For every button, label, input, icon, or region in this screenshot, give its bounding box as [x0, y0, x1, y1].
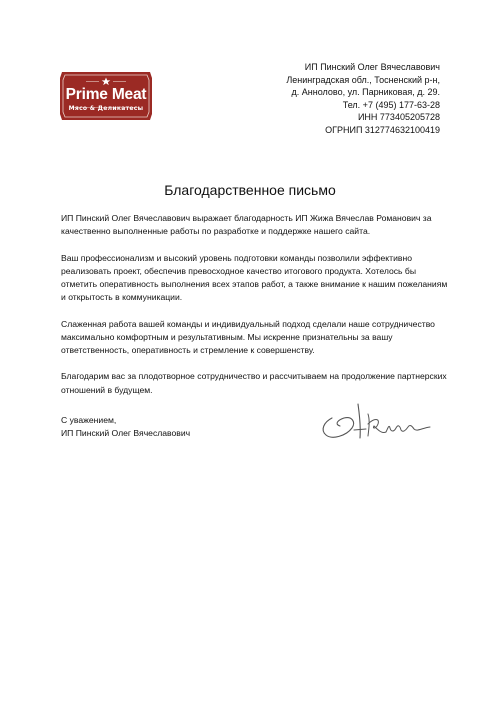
closing-regards: С уважением, [61, 415, 117, 425]
company-requisites [286, 61, 440, 137]
requisites-ogrnip: ОГРНИП 312774632100419 [325, 124, 440, 135]
paragraph-2: Ваш профессионализм и высокий уровень подготовки команды позволили эффективно реализовать проект, обеспечив превосходное качество итогового продукта. Хотелось бы отметить оперативность выполнения всех этапов работ, а также внимание к нашим пожеланиям и открытость в коммуникации. [61, 252, 448, 303]
handwritten-signature [318, 402, 434, 446]
letter-title: Благодарственное письмо [164, 182, 336, 198]
paragraph-1: ИП Пинский Олег Вячеславович выражает благодарность ИП Жижа Вячеслав Романович за качественно выполненные работы по разработке и поддержке нашего сайта. [61, 213, 432, 237]
requisites-region: Ленинградская обл., Тосненский р-н, [286, 74, 440, 85]
letter-closing [61, 414, 190, 440]
requisites-name: ИП Пинский Олег Вячеславович [304, 62, 440, 72]
closing-signer: ИП Пинский Олег Вячеславович [61, 428, 191, 439]
requisites-address: д. Аннолово, ул. Парниковая, д. 29. [291, 87, 440, 98]
paragraph-3: Слаженная работа вашей команды и индивидуальный подход сделали наше сотрудничество максимально комфортным и результативным. Мы искренне признательны за вашу ответственность, оперативность и стремление к совершенству. [61, 318, 435, 355]
paragraph-4: Благодарим вас за плодотворное сотрудничество и рассчитываем на продолжение партнерских отношений в будущем. [61, 371, 447, 395]
prime-meat-logo [56, 68, 156, 124]
requisites-phone: Тел. +7 (495) 177-63-28 [342, 99, 440, 110]
logo-brand-text: Prime Meat [65, 86, 147, 103]
requisites-inn: ИНН 773405205728 [357, 112, 440, 123]
logo-tagline: Мясо & Деликатесы [68, 105, 144, 112]
letter-body [61, 212, 451, 410]
